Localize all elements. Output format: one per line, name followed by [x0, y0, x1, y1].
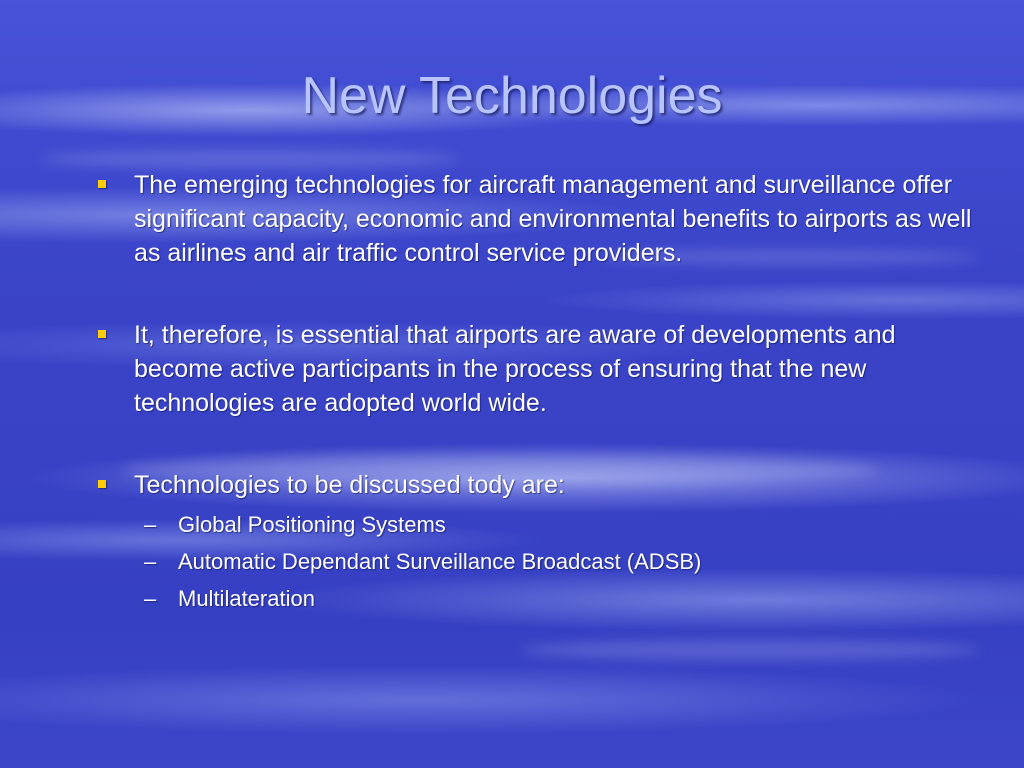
square-bullet-icon — [98, 180, 106, 188]
sub-bullet-text: Global Positioning Systems — [178, 512, 446, 537]
bullet-item — [96, 168, 986, 270]
sub-bullet-item — [144, 543, 986, 580]
sub-bullet-text: Multilateration — [178, 586, 315, 611]
square-bullet-icon — [98, 330, 106, 338]
cloud-streak — [520, 640, 980, 660]
dash-bullet-icon: – — [144, 512, 157, 537]
cloud-streak — [40, 150, 460, 168]
slide-content — [96, 168, 986, 617]
sub-bullet-text: Automatic Dependant Surveillance Broadcast (ADSB) — [178, 549, 702, 574]
bullet-text: Technologies to be discussed tody are: — [134, 471, 565, 499]
bullet-text: It, therefore, is essential that airports are aware of developments and become active participants in the process of ensuring that the new technologies are adopted world wide. — [134, 321, 896, 417]
dash-bullet-icon: – — [144, 586, 157, 611]
sub-bullet-item — [144, 506, 986, 543]
sub-bullet-list — [96, 506, 986, 617]
bullet-text: The emerging technologies for aircraft management and surveillance offer significant capacity, economic and environmental benefits to airports as well as airlines and air traffic control service providers. — [134, 171, 972, 267]
slide-title: New Technologies — [301, 67, 723, 125]
bullet-item — [96, 318, 986, 420]
sub-bullet-item — [144, 580, 986, 617]
bullet-item — [96, 468, 986, 502]
dash-bullet-icon: – — [144, 549, 157, 574]
square-bullet-icon — [98, 480, 106, 488]
